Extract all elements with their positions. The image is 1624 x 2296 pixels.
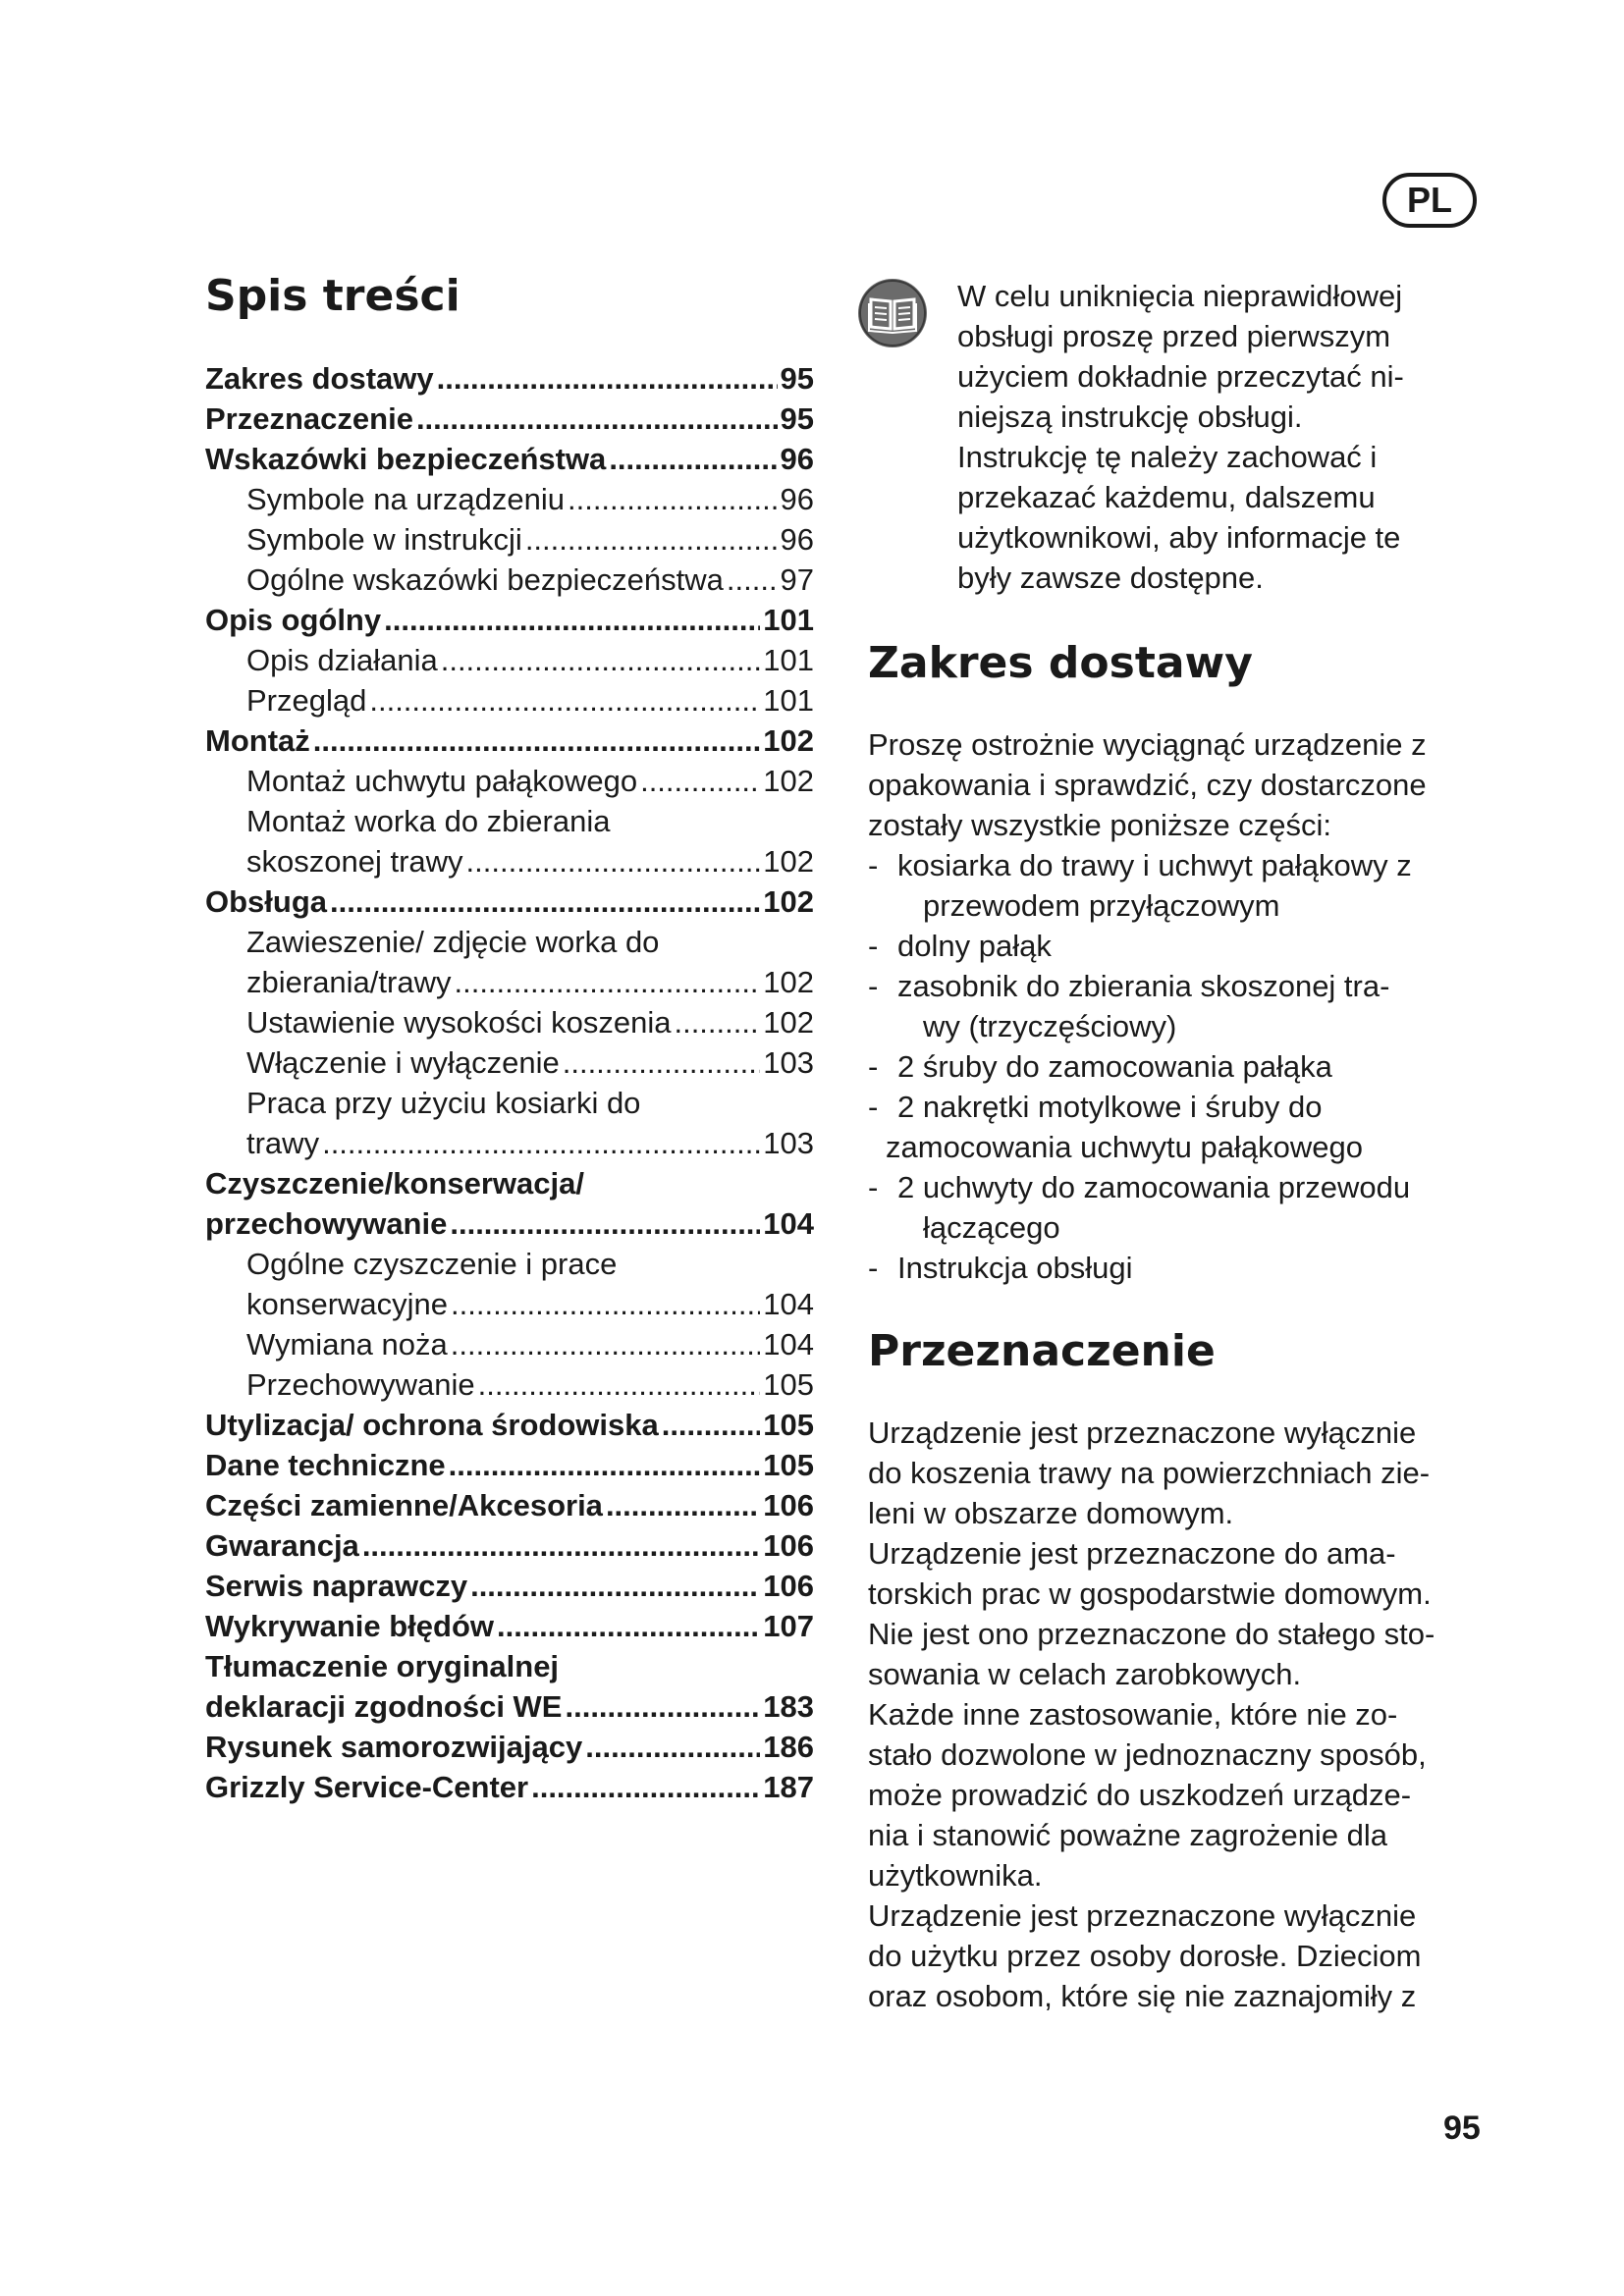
toc-entry-page: 106 <box>763 1488 814 1522</box>
notice-text <box>957 276 1468 598</box>
toc-entry-page: 104 <box>763 1327 814 1362</box>
toc-entry <box>205 640 814 680</box>
toc-leader-dots <box>466 841 761 881</box>
toc-entry-title: Montaż uchwytu pałąkowego <box>246 764 638 798</box>
toc-entry-page: 102 <box>763 764 814 798</box>
toc-entry-title: Dane techniczne <box>205 1448 446 1482</box>
list-item-continuation: łączącego <box>923 1210 1060 1245</box>
toc-entry-page: 105 <box>763 1367 814 1402</box>
toc-entry <box>205 1002 814 1042</box>
toc-leader-dots <box>441 640 761 680</box>
list-item-text: zasobnik do zbierania skoszonej tra- <box>897 969 1390 1003</box>
toc-entry-title: Włączenie i wyłączenie <box>246 1045 560 1080</box>
toc-entry-title: Obsługa <box>205 884 328 919</box>
notice-line: Instrukcję tę należy zachować i <box>957 440 1378 474</box>
list-item <box>868 1087 1496 1167</box>
toc-entry-title: skoszonej trawy <box>246 844 463 879</box>
list-item <box>868 926 1496 966</box>
scope-of-delivery-heading: Zakres dostawy <box>868 638 1253 688</box>
toc-leader-dots <box>451 1324 761 1364</box>
toc-leader-dots <box>470 1566 760 1606</box>
toc-entry <box>205 1767 814 1807</box>
list-item-text: 2 śruby do zamocowania pałąka <box>897 1049 1332 1084</box>
toc-leader-dots <box>568 479 778 519</box>
toc-leader-dots <box>384 600 760 640</box>
toc-entry <box>205 560 814 600</box>
toc-entry-page: 101 <box>763 603 814 637</box>
list-item <box>868 966 1496 1046</box>
toc-leader-dots <box>322 1123 760 1163</box>
intro-line: opakowania i sprawdzić, czy dostarczone <box>868 768 1427 802</box>
toc-entry-title: Zawieszenie/ zdjęcie worka do <box>246 925 660 959</box>
toc-entry-title: konserwacyjne <box>246 1287 449 1321</box>
paragraph-line: do użytku przez osoby dorosłe. Dzieciom <box>868 1939 1422 1973</box>
toc-entry <box>205 1324 814 1364</box>
toc-entry-title: Montaż <box>205 723 310 758</box>
toc-entry-title: Symbole na urządzeniu <box>246 482 565 516</box>
toc-entry <box>205 881 814 922</box>
list-item-text: 2 uchwyty do zamocowania przewodu <box>897 1170 1411 1204</box>
page-number: 95 <box>1443 2109 1481 2147</box>
list-item-continuation: zamocowania uchwytu pałąkowego <box>886 1130 1363 1164</box>
toc-entry-title: Tłumaczenie oryginalnej <box>205 1649 560 1683</box>
paragraph-line: oraz osobom, które się nie zaznajomiły z <box>868 1979 1417 2013</box>
toc-leader-dots <box>362 1525 760 1566</box>
notice-line: niejszą instrukcję obsługi. <box>957 400 1303 434</box>
toc-leader-dots <box>437 358 778 399</box>
toc-heading: Spis treści <box>205 271 460 321</box>
toc-entry <box>205 1123 814 1163</box>
paragraph-line: użytkownika. <box>868 1858 1043 1893</box>
toc-entry-page: 95 <box>780 401 814 436</box>
notice-line: W celu uniknięcia nieprawidłowej <box>957 279 1403 313</box>
toc-leader-dots <box>449 1445 761 1485</box>
toc-leader-dots <box>313 721 761 761</box>
toc-entry-title: Opis ogólny <box>205 603 382 637</box>
notice-line: użyciem dokładnie przeczytać ni- <box>957 359 1404 394</box>
toc-leader-dots <box>330 881 760 922</box>
toc-leader-dots <box>585 1727 760 1767</box>
toc-leader-dots <box>609 439 777 479</box>
toc-entry-title: Przechowywanie <box>246 1367 475 1402</box>
toc-entry-title: zbierania/trawy <box>246 965 452 999</box>
toc-leader-dots <box>727 560 778 600</box>
paragraph-line: stało dozwolone w jednoznaczny sposób, <box>868 1737 1427 1772</box>
toc-entry-title: Serwis naprawczy <box>205 1569 468 1603</box>
list-item <box>868 1167 1496 1248</box>
toc-entry <box>205 801 814 841</box>
toc-entry-title: Wykrywanie błędów <box>205 1609 495 1643</box>
toc-entry-title: Części zamienne/Akcesoria <box>205 1488 603 1522</box>
list-bullet: - <box>868 929 879 963</box>
toc-entry-title: Wskazówki bezpieczeństwa <box>205 442 607 476</box>
toc-entry-title: Opis działania <box>246 643 438 677</box>
notice-line: były zawsze dostępne. <box>957 561 1264 595</box>
intro-line: Proszę ostrożnie wyciągnąć urządzenie z <box>868 727 1427 762</box>
toc-entry-page: 187 <box>763 1770 814 1804</box>
list-item <box>868 845 1496 926</box>
toc-entry <box>205 721 814 761</box>
toc-entry-page: 102 <box>763 965 814 999</box>
toc-entry <box>205 1485 814 1525</box>
notice-line: przekazać każdemu, dalszemu <box>957 480 1376 514</box>
toc-entry <box>205 399 814 439</box>
toc-entry-title: przechowywanie <box>205 1206 448 1241</box>
toc-entry-page: 186 <box>763 1730 814 1764</box>
toc-leader-dots <box>531 1767 760 1807</box>
toc-entry <box>205 358 814 399</box>
toc-entry-page: 105 <box>763 1408 814 1442</box>
list-bullet: - <box>868 969 879 1003</box>
toc-entry <box>205 600 814 640</box>
toc-entry <box>205 1525 814 1566</box>
scope-of-delivery-intro <box>868 724 1496 845</box>
toc-leader-dots <box>565 1686 760 1727</box>
toc-entry-page: 102 <box>763 1005 814 1040</box>
toc-entry <box>205 922 814 962</box>
toc-leader-dots <box>369 680 760 721</box>
list-item-text: dolny pałąk <box>897 929 1052 963</box>
toc-entry-title: Zakres dostawy <box>205 361 434 396</box>
toc-entry <box>205 439 814 479</box>
list-bullet: - <box>868 1170 879 1204</box>
paragraph-line: nia i stanowić poważne zagrożenie dla <box>868 1818 1388 1852</box>
intended-use-heading: Przeznaczenie <box>868 1326 1216 1376</box>
toc-entry <box>205 1405 814 1445</box>
toc-leader-dots <box>525 519 778 560</box>
notice-line: użytkownikowi, aby informacje te <box>957 520 1401 555</box>
toc-entry-title: trawy <box>246 1126 320 1160</box>
toc-entry <box>205 1284 814 1324</box>
toc-leader-dots <box>478 1364 761 1405</box>
toc-entry-page: 97 <box>780 562 814 597</box>
toc-entry <box>205 1566 814 1606</box>
toc-entry-page: 95 <box>780 361 814 396</box>
book-icon <box>857 278 928 348</box>
toc-entry-title: Gwarancja <box>205 1528 359 1563</box>
toc-entry <box>205 761 814 801</box>
toc-entry-page: 96 <box>780 442 814 476</box>
toc-entry <box>205 1083 814 1123</box>
toc-leader-dots <box>563 1042 761 1083</box>
list-bullet: - <box>868 1090 879 1124</box>
toc-entry-page: 102 <box>763 723 814 758</box>
toc-entry-title: Ogólne wskazówki bezpieczeństwa <box>246 562 724 597</box>
paragraph-line: Urządzenie jest przeznaczone wyłącznie <box>868 1898 1417 1933</box>
notice-line: obsługi proszę przed pierwszym <box>957 319 1391 353</box>
list-item-continuation: przewodem przyłączowym <box>923 888 1280 923</box>
list-item <box>868 1046 1496 1087</box>
language-badge: PL <box>1382 173 1477 228</box>
table-of-contents <box>205 358 814 1807</box>
toc-entry-title: Czyszczenie/konserwacja/ <box>205 1166 584 1201</box>
paragraph-line: leni w obszarze domowym. <box>868 1496 1234 1530</box>
intro-line: zostały wszystkie poniższe części: <box>868 808 1332 842</box>
toc-entry-page: 102 <box>763 884 814 919</box>
paragraph-line: może prowadzić do uszkodzeń urządze- <box>868 1778 1412 1812</box>
toc-entry-title: Przegląd <box>246 683 367 718</box>
toc-entry-title: Ustawienie wysokości koszenia <box>246 1005 672 1040</box>
toc-entry-page: 96 <box>780 522 814 557</box>
delivery-items-list <box>868 845 1496 1288</box>
list-item-text: 2 nakrętki motylkowe i śruby do <box>897 1090 1323 1124</box>
toc-entry-title: Wymiana noża <box>246 1327 448 1362</box>
toc-entry-page: 101 <box>763 683 814 718</box>
toc-entry <box>205 1163 814 1203</box>
paragraph-line: Każde inne zastosowanie, które nie zo- <box>868 1697 1398 1732</box>
list-item-text: kosiarka do trawy i uchwyt pałąkowy z <box>897 848 1412 882</box>
list-bullet: - <box>868 1251 879 1285</box>
paragraph-line: sowania w celach zarobkowych. <box>868 1657 1302 1691</box>
list-item <box>868 1248 1496 1288</box>
paragraph-line: Urządzenie jest przeznaczone do ama- <box>868 1536 1396 1571</box>
toc-entry-title: Montaż worka do zbierania <box>246 804 611 838</box>
toc-entry <box>205 680 814 721</box>
toc-entry-page: 103 <box>763 1126 814 1160</box>
toc-entry <box>205 1646 814 1686</box>
list-item-continuation: wy (trzyczęściowy) <box>923 1009 1177 1043</box>
toc-leader-dots <box>450 1203 760 1244</box>
toc-entry <box>205 841 814 881</box>
list-bullet: - <box>868 848 879 882</box>
toc-entry <box>205 1203 814 1244</box>
toc-entry-page: 104 <box>763 1287 814 1321</box>
toc-entry-page: 101 <box>763 643 814 677</box>
toc-entry <box>205 1727 814 1767</box>
toc-entry-title: Grizzly Service-Center <box>205 1770 529 1804</box>
toc-entry <box>205 1686 814 1727</box>
paragraph-line: do koszenia trawy na powierzchniach zie- <box>868 1456 1431 1490</box>
list-bullet: - <box>868 1049 879 1084</box>
toc-entry-page: 107 <box>763 1609 814 1643</box>
toc-entry <box>205 1244 814 1284</box>
toc-entry-title: Ogólne czyszczenie i prace <box>246 1247 618 1281</box>
toc-entry-page: 102 <box>763 844 814 879</box>
toc-leader-dots <box>451 1284 760 1324</box>
toc-entry-title: deklaracji zgodności WE <box>205 1689 563 1724</box>
toc-entry-title: Utylizacja/ ochrona środowiska <box>205 1408 659 1442</box>
toc-leader-dots <box>454 962 760 1002</box>
toc-entry-title: Rysunek samorozwijający <box>205 1730 583 1764</box>
toc-leader-dots <box>606 1485 760 1525</box>
toc-leader-dots <box>497 1606 760 1646</box>
toc-entry-title: Symbole w instrukcji <box>246 522 522 557</box>
toc-entry <box>205 1042 814 1083</box>
toc-leader-dots <box>640 761 760 801</box>
list-item-text: Instrukcja obsługi <box>897 1251 1133 1285</box>
toc-entry <box>205 519 814 560</box>
toc-entry-title: Przeznaczenie <box>205 401 413 436</box>
toc-leader-dots <box>662 1405 761 1445</box>
toc-entry <box>205 1445 814 1485</box>
toc-entry-page: 183 <box>763 1689 814 1724</box>
toc-entry-page: 103 <box>763 1045 814 1080</box>
toc-leader-dots <box>674 1002 760 1042</box>
toc-entry-page: 106 <box>763 1569 814 1603</box>
toc-entry-page: 104 <box>763 1206 814 1241</box>
toc-entry-page: 105 <box>763 1448 814 1482</box>
intended-use-text <box>868 1413 1496 2016</box>
toc-leader-dots <box>416 399 778 439</box>
paragraph-line: torskich prac w gospodarstwie domowym. <box>868 1576 1432 1611</box>
paragraph-line: Urządzenie jest przeznaczone wyłącznie <box>868 1415 1417 1450</box>
toc-entry-page: 106 <box>763 1528 814 1563</box>
toc-entry <box>205 479 814 519</box>
toc-entry <box>205 1364 814 1405</box>
toc-entry <box>205 1606 814 1646</box>
toc-entry-page: 96 <box>780 482 814 516</box>
toc-entry-title: Praca przy użyciu kosiarki do <box>246 1086 641 1120</box>
toc-entry <box>205 962 814 1002</box>
paragraph-line: Nie jest ono przeznaczone do stałego sto- <box>868 1617 1435 1651</box>
